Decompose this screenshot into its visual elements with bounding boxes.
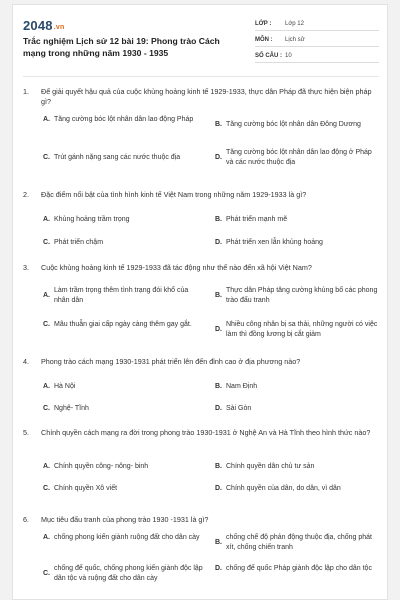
option-c[interactable]: [43, 238, 203, 248]
option-text: Tăng cường bóc lột nhân dân lao động ở Pháp và các nước thuộc địa: [226, 149, 372, 166]
option-d[interactable]: [215, 238, 379, 248]
option-text: Trút gánh nặng sang các nước thuộc địa: [54, 154, 181, 161]
option-text: chống đế quốc, chống phong kiến giành độc lập dân tộc và ruộng đất cho dân cày: [54, 565, 203, 582]
option-letter: C.: [43, 239, 50, 246]
option-letter: A.: [43, 534, 50, 541]
option-text: Phát triển mạnh mẽ: [226, 216, 288, 223]
option-letter: B.: [215, 292, 222, 299]
question-number: 1.: [23, 87, 29, 96]
option-text: Hà Nội: [54, 383, 76, 390]
option-text: Nhiều công nhân bị sa thải, những người có việc làm thì đồng lương bị cắt giảm: [226, 321, 378, 338]
option-text: chống chế độ phản động thuộc địa, chống phát xít, chống chiến tranh: [226, 534, 372, 551]
option-letter: A.: [43, 383, 50, 390]
option-text: Tăng cường bóc lột nhân dân lao động Pháp: [54, 116, 194, 123]
option-letter: D.: [215, 565, 222, 572]
option-text: Khủng hoảng trầm trọng: [54, 216, 130, 223]
option-a[interactable]: [43, 382, 203, 392]
question-number: 6.: [23, 515, 29, 524]
question-text: Phong trào cách mạng 1930-1931 phát triển lên đến đỉnh cao ở địa phương nào?: [41, 357, 301, 366]
option-text: Mâu thuẫn giai cấp ngày càng thêm gay gắt.: [54, 321, 192, 328]
option-letter: B.: [215, 121, 222, 128]
question-text: Để giải quyết hậu quả của cuộc khủng hoảng kinh tế 1929-1933, thực dân Pháp đã thực hiện biện pháp gì?: [41, 87, 372, 106]
option-c[interactable]: [43, 404, 203, 414]
option-letter: B.: [215, 539, 222, 546]
divider: [23, 76, 379, 77]
option-letter: C.: [43, 405, 50, 412]
option-text: Tăng cường bóc lột nhân dân Đông Dương: [226, 121, 361, 128]
option-c[interactable]: [43, 320, 203, 330]
question-text: Đặc điểm nổi bật của tình hình kinh tế Việt Nam trong những năm 1929-1933 là gì?: [41, 190, 307, 199]
option-text: chống đế quốc Pháp giành độc lập cho dân tộc: [226, 565, 372, 572]
question-header: [23, 263, 379, 273]
option-letter: C.: [43, 154, 50, 161]
option-text: Chính quyền của dân, do dân, vì dân: [226, 485, 341, 492]
option-text: Phát triển xen lẫn khủng hoảng: [226, 239, 323, 246]
option-text: Sài Gòn: [226, 405, 252, 412]
meta-key: SỐ CÂU :: [255, 52, 282, 59]
option-letter: D.: [215, 154, 222, 161]
option-letter: B.: [215, 463, 222, 470]
option-c[interactable]: [43, 564, 203, 584]
option-d[interactable]: [215, 320, 379, 340]
option-b[interactable]: [215, 462, 379, 472]
meta-value: 10: [285, 52, 292, 59]
question-header: [23, 515, 379, 525]
question-text: Cuộc khủng hoảng kinh tế 1929-1933 đã tác động như thế nào đến xã hội Việt Nam?: [41, 263, 312, 272]
question-5: [23, 428, 379, 492]
option-letter: C.: [43, 570, 50, 577]
option-text: Thực dân Pháp tăng cường khủng bố các phong trào đấu tranh: [226, 287, 378, 304]
option-d[interactable]: [215, 564, 379, 574]
option-d[interactable]: [215, 404, 379, 414]
option-text: Phát triển chậm: [54, 239, 104, 246]
header: [13, 5, 389, 73]
meta-value: Lớp 12: [285, 20, 304, 27]
meta-row-class: [255, 17, 379, 31]
question-header: [23, 357, 379, 367]
meta-value: Lịch sử: [285, 36, 305, 43]
option-letter: B.: [215, 216, 222, 223]
option-a[interactable]: [43, 286, 203, 306]
option-c[interactable]: [43, 484, 203, 494]
option-text: Nghệ- Tĩnh: [54, 405, 89, 412]
option-text: Làm trầm trọng thêm tình trạng đói khổ của nhân dân: [54, 287, 189, 304]
option-a[interactable]: [43, 215, 203, 225]
option-letter: A.: [43, 292, 50, 299]
question-3: [23, 263, 379, 338]
option-text: Chính quyền dân chủ tư sản: [226, 463, 315, 470]
page-title: Trắc nghiệm Lịch sử 12 bài 19: Phong trào Cách mạng trong những năm 1930 - 1935: [23, 36, 220, 58]
meta-key: MÔN :: [255, 36, 273, 43]
option-a[interactable]: [43, 115, 203, 125]
option-letter: D.: [215, 485, 222, 492]
option-letter: C.: [43, 485, 50, 492]
question-number: 5.: [23, 428, 29, 437]
option-letter: D.: [215, 239, 222, 246]
option-letter: A.: [43, 216, 50, 223]
meta-row-subject: [255, 33, 379, 47]
option-text: Chính quyền công- nông- binh: [54, 463, 149, 470]
document-page: [12, 4, 388, 600]
option-letter: D.: [215, 326, 222, 333]
option-b[interactable]: [215, 215, 379, 225]
option-b[interactable]: [215, 286, 379, 306]
option-letter: C.: [43, 321, 50, 328]
question-text: Mục tiêu đấu tranh của phong trào 1930 -1931 là gì?: [41, 515, 209, 524]
site-logo[interactable]: [23, 18, 64, 33]
option-b[interactable]: [215, 120, 379, 130]
question-header: [23, 87, 379, 107]
question-4: [23, 357, 379, 412]
option-text: Nam Định: [226, 383, 258, 390]
question-header: [23, 428, 379, 438]
option-a[interactable]: [43, 462, 203, 472]
option-text: Chính quyền Xô viết: [54, 485, 118, 492]
question-2: [23, 190, 379, 246]
logo-suffix: .vn: [53, 24, 65, 31]
meta-row-count: [255, 49, 379, 63]
option-a[interactable]: [43, 533, 203, 543]
option-letter: D.: [215, 405, 222, 412]
question-number: 3.: [23, 263, 29, 272]
question-header: [23, 190, 379, 200]
option-b[interactable]: [215, 382, 379, 392]
option-letter: A.: [43, 116, 50, 123]
question-text: Chính quyền cách mạng ra đời trong phong trào 1930-1931 ở Nghệ An và Hà Tĩnh theo hình thức nào?: [41, 428, 371, 437]
option-b[interactable]: [215, 533, 379, 553]
question-number: 4.: [23, 357, 29, 366]
option-c[interactable]: [43, 153, 203, 163]
question-1: [23, 87, 379, 166]
question-6: [23, 515, 379, 582]
option-d[interactable]: [215, 484, 379, 494]
meta-table: [255, 17, 379, 65]
meta-key: LỚP :: [255, 20, 272, 27]
option-d[interactable]: [215, 148, 379, 168]
question-number: 2.: [23, 190, 29, 199]
option-text: chống phong kiến giành ruộng đất cho dân cày: [54, 534, 200, 541]
logo-text: 2048: [23, 18, 53, 33]
option-letter: B.: [215, 383, 222, 390]
option-letter: A.: [43, 463, 50, 470]
